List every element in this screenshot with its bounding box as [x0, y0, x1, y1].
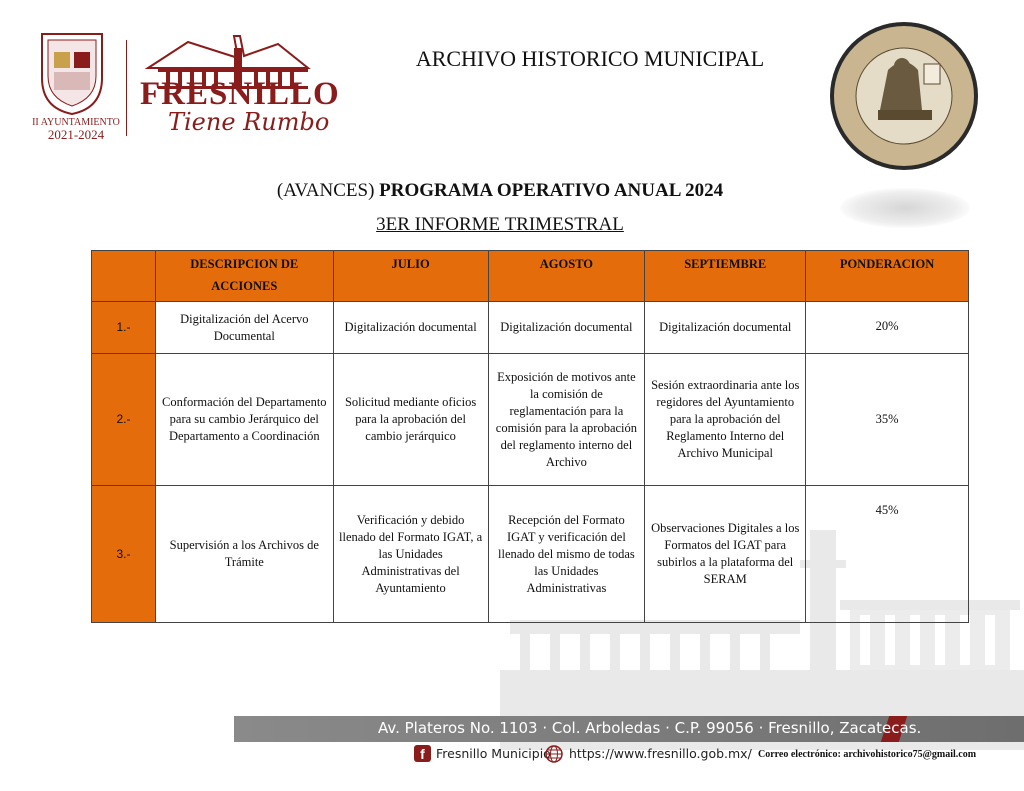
ayuntamiento-years: 2021-2024	[47, 127, 105, 142]
ayuntamiento-label: II AYUNTAMIENTO	[32, 117, 120, 128]
row-agosto: Recepción del Formato IGAT y verificación del llenado del mismo de todas las Unidades Administrativas	[488, 486, 645, 623]
title-main: PROGRAMA OPERATIVO ANUAL 2024	[379, 180, 724, 201]
row-descripcion: Conformación del Departamento para su cambio Jerárquico del Departamento a Coordinación	[155, 354, 333, 486]
header-ponderacion: PONDERACION	[806, 251, 969, 302]
row-septiembre: Sesión extraordinaria ante los regidores del Ayuntamiento para la aprobación del Reglamento Interno del Archivo Municipal	[645, 354, 806, 486]
brand-name: FRESNILLO	[140, 76, 340, 112]
header-divider	[126, 40, 127, 136]
header-descripcion: DESCRIPCION DE ACCIONES	[155, 251, 333, 302]
seal-shadow	[840, 188, 970, 228]
document-title	[200, 180, 800, 202]
table-row	[92, 302, 969, 354]
header-septiembre: SEPTIEMBRE	[645, 251, 806, 302]
coat-of-arms-icon	[36, 30, 108, 116]
archive-seal-icon	[828, 20, 980, 172]
row-septiembre: Observaciones Digitales a los Formatos del IGAT para subirlos a la plataforma del SERAM	[645, 486, 806, 623]
row-ponderacion: 20%	[806, 302, 969, 354]
row-julio: Digitalización documental	[333, 302, 488, 354]
title-avances: (AVANCES)	[276, 180, 375, 201]
row-agosto: Exposición de motivos ante la comisión de reglamentación para la comisión para la aprobación del reglamento interno del Archivo	[488, 354, 645, 486]
row-num: 1.-	[92, 302, 156, 354]
table-header-row	[92, 251, 969, 302]
header-julio: JULIO	[333, 251, 488, 302]
facebook-icon[interactable]: f	[414, 745, 431, 762]
facebook-link[interactable]: Fresnillo Municipio	[436, 746, 551, 761]
website-link[interactable]: https://www.fresnillo.gob.mx/	[569, 746, 752, 761]
row-agosto: Digitalización documental	[488, 302, 645, 354]
row-ponderacion: 35%	[806, 354, 969, 486]
table-row	[92, 354, 969, 486]
header-num	[92, 251, 156, 302]
row-julio: Verificación y debido llenado del Formato IGAT, a las Unidades Administrativas del Ayuntamiento	[333, 486, 488, 623]
table-row	[92, 486, 969, 623]
archive-title: ARCHIVO HISTORICO MUNICIPAL	[415, 46, 765, 71]
row-julio: Solicitud mediante oficios para la aprobación del cambio jerárquico	[333, 354, 488, 486]
globe-icon	[545, 745, 563, 763]
operations-table	[91, 250, 969, 623]
row-num: 2.-	[92, 354, 156, 486]
document-subtitle: 3ER INFORME TRIMESTRAL	[376, 214, 624, 235]
brand-tagline: Tiene Rumbo	[168, 108, 330, 136]
row-descripcion: Digitalización del Acervo Documental	[155, 302, 333, 354]
header-agosto: AGOSTO	[488, 251, 645, 302]
row-num: 3.-	[92, 486, 156, 623]
email-contact: Correo electrónico: archivohistorico75@gmail.com	[758, 749, 977, 760]
row-septiembre: Digitalización documental	[645, 302, 806, 354]
footer-address: Av. Plateros No. 1103 · Col. Arboledas · C.P. 99056 · Fresnillo, Zacatecas.	[378, 719, 922, 737]
row-descripcion: Supervisión a los Archivos de Trámite	[155, 486, 333, 623]
row-ponderacion: 45%	[806, 486, 969, 623]
